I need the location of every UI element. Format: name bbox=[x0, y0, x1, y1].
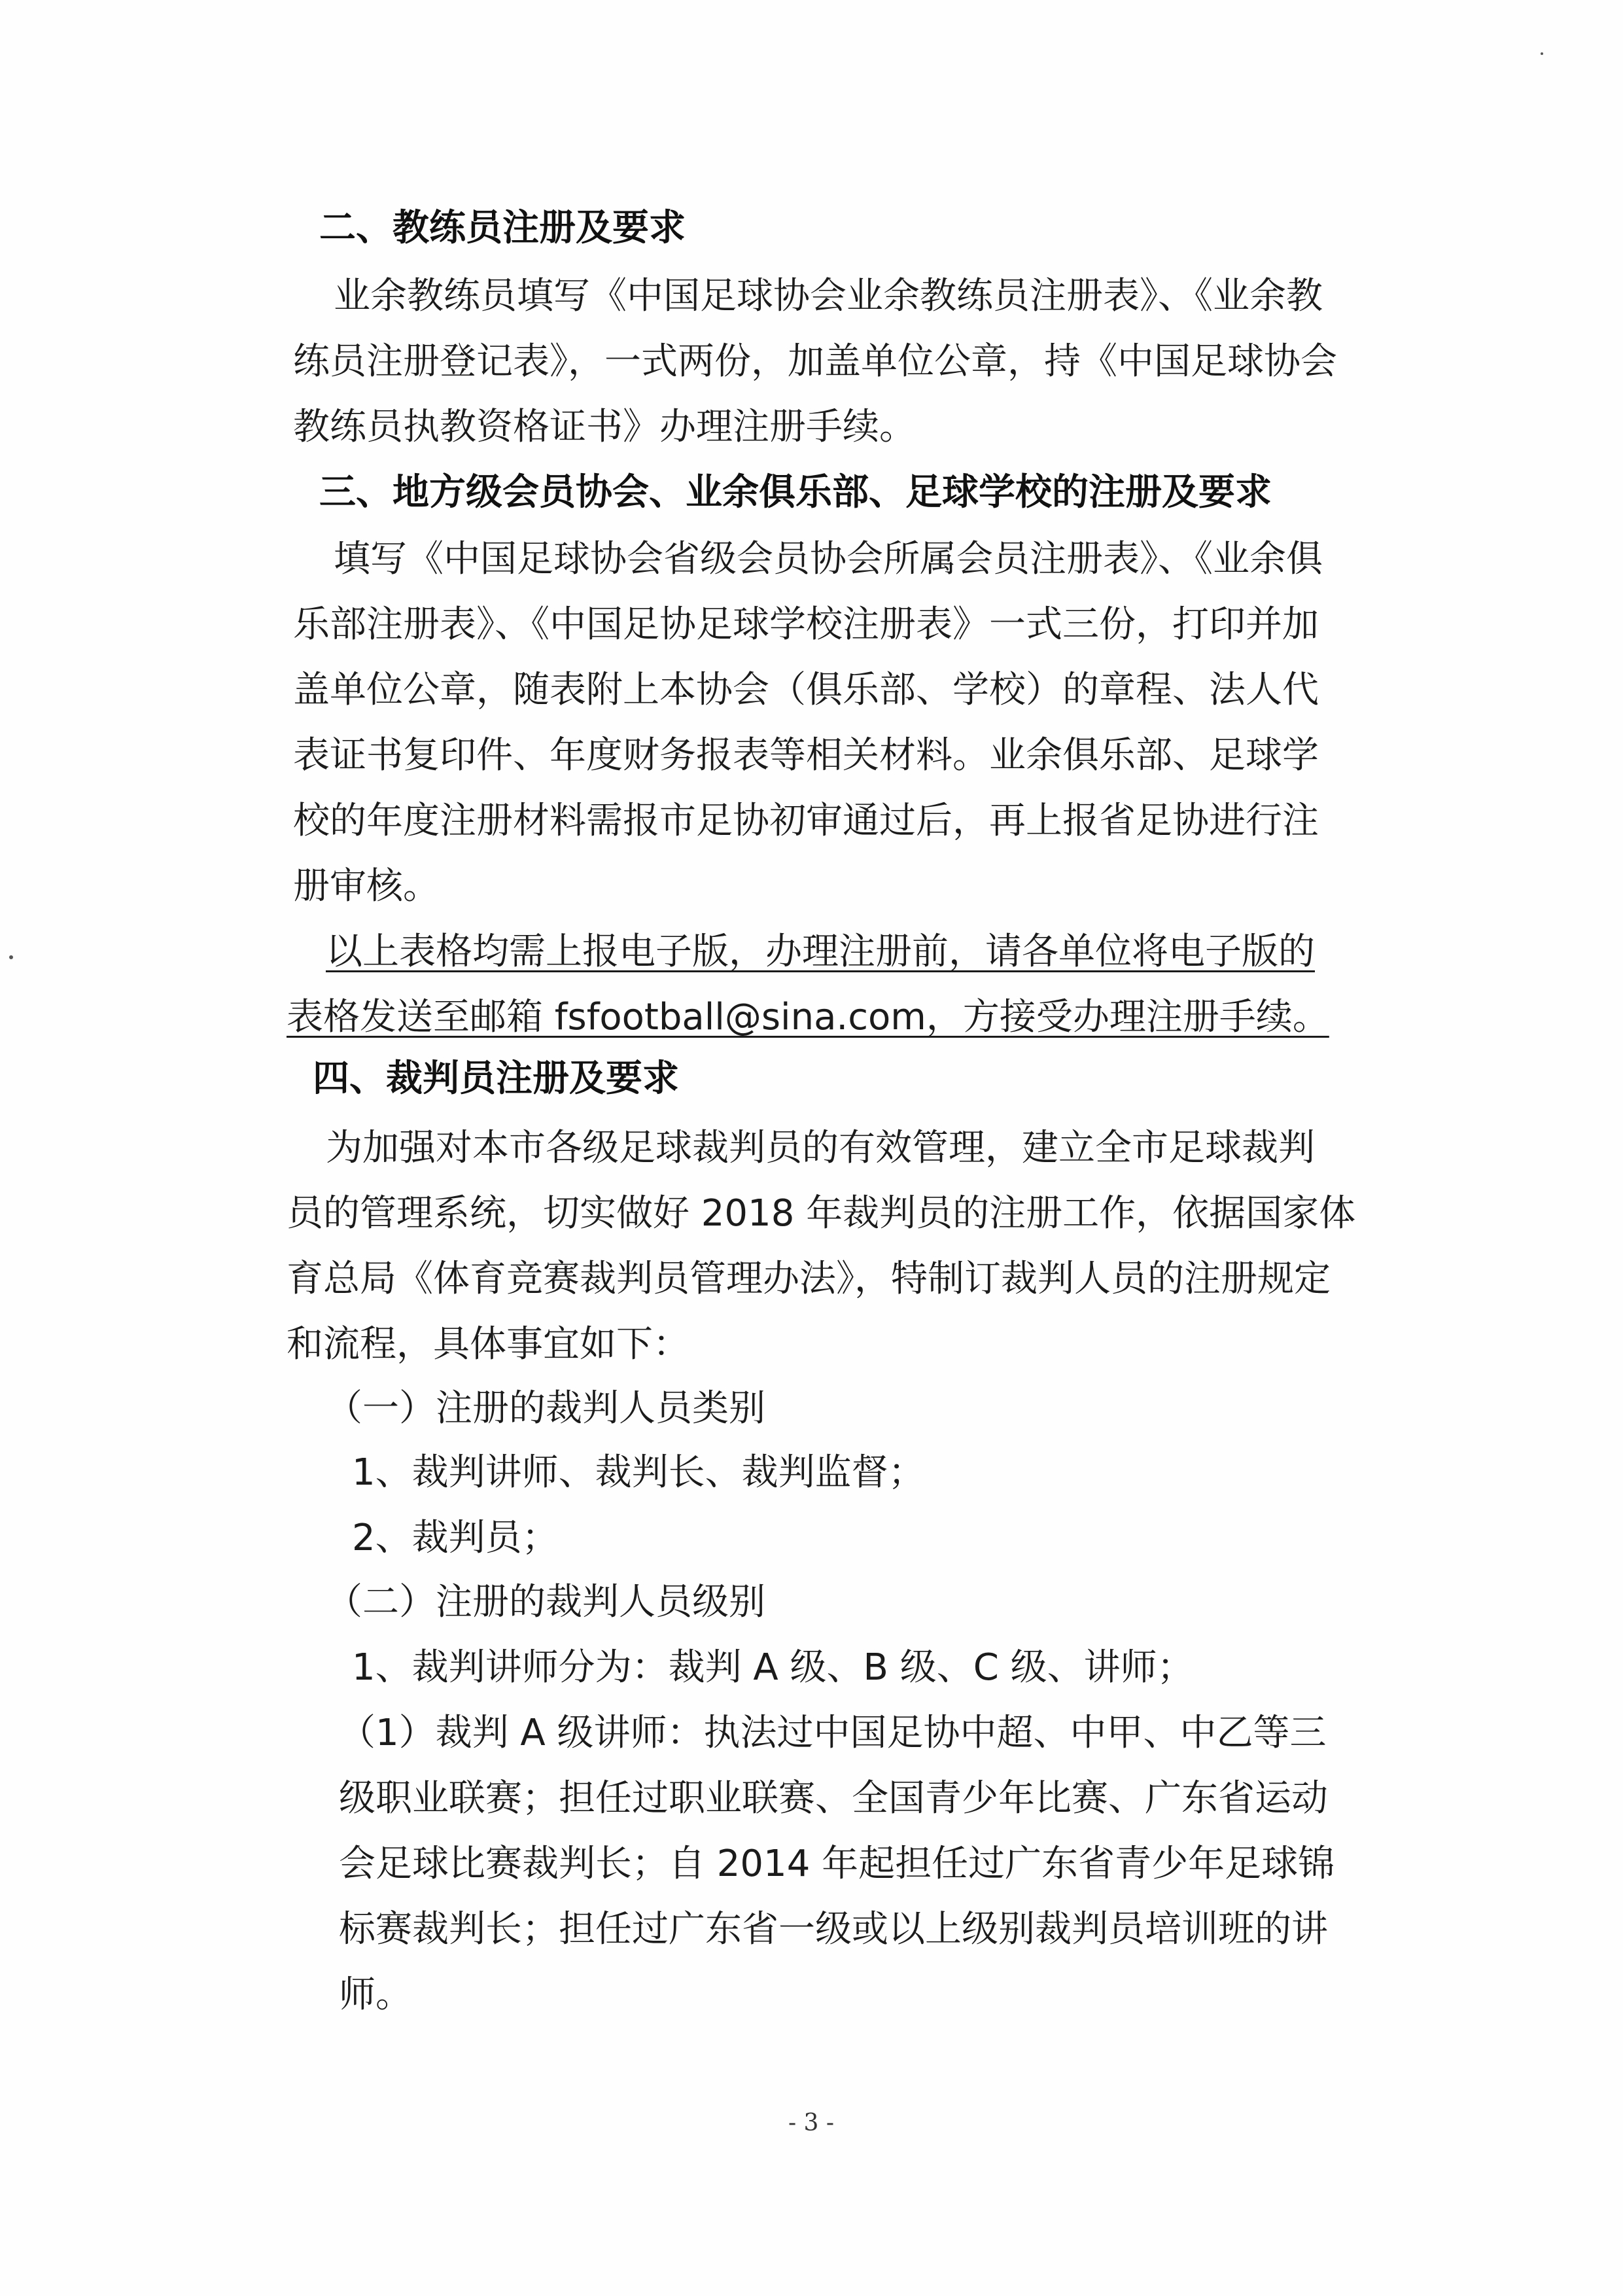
paragraph-line: 册审核。 bbox=[293, 865, 440, 908]
paragraph-line: 为加强对本市各级足球裁判员的有效管理，建立全市足球裁判 bbox=[326, 1127, 1315, 1169]
section-heading-club-registration: 三、地方级会员协会、业余俱乐部、足球学校的注册及要求 bbox=[319, 471, 1272, 514]
paragraph-line: 标赛裁判长；担任过广东省一级或以上级别裁判员培训班的讲 bbox=[339, 1908, 1328, 1951]
paragraph-line: 会足球比赛裁判长；自 2014 年起担任过广东省青少年足球锦 bbox=[339, 1843, 1335, 1885]
list-item: 2、裁判员； bbox=[352, 1517, 559, 1559]
scan-speck bbox=[1541, 52, 1543, 55]
section-heading-referee-registration: 四、裁判员注册及要求 bbox=[313, 1057, 679, 1100]
paragraph-line: 表证书复印件、年度财务报表等相关材料。业余俱乐部、足球学 bbox=[293, 734, 1319, 777]
paragraph-line: 育总局《体育竞赛裁判员管理办法》，特制订裁判人员的注册规定 bbox=[287, 1258, 1331, 1300]
page-number: - 3 - bbox=[788, 2110, 835, 2136]
paragraph-line: 盖单位公章，随表附上本协会（俱乐部、学校）的章程、法人代 bbox=[293, 669, 1319, 711]
paragraph-line: 师。 bbox=[339, 1973, 412, 2016]
paragraph-line: （1）裁判 A 级讲师：执法过中国足协中超、中甲、中乙等三 bbox=[339, 1712, 1327, 1754]
paragraph-line: 练员注册登记表》，一式两份，加盖单位公章，持《中国足球协会 bbox=[293, 340, 1337, 383]
underlined-notice-line: 以上表格均需上报电子版，办理注册前，请各单位将电子版的 bbox=[326, 930, 1315, 973]
paragraph-line: 教练员执教资格证书》办理注册手续。 bbox=[293, 406, 916, 448]
paragraph-line: 员的管理系统，切实做好 2018 年裁判员的注册工作，依据国家体 bbox=[287, 1192, 1356, 1235]
paragraph-line: 级职业联赛；担任过职业联赛、全国青少年比赛、广东省运动 bbox=[339, 1777, 1328, 1820]
section-heading-coach-registration: 二、教练员注册及要求 bbox=[319, 207, 686, 249]
paragraph-line: 乐部注册表》、《中国足协足球学校注册表》一式三份，打印并加 bbox=[293, 603, 1319, 646]
list-item: 1、裁判讲师分为：裁判 A 级、B 级、C 级、讲师； bbox=[352, 1646, 1194, 1689]
paragraph-line: 校的年度注册材料需报市足协初审通过后，再上报省足协进行注 bbox=[293, 800, 1319, 842]
paragraph-line: 和流程，具体事宜如下： bbox=[287, 1323, 689, 1366]
subsection-heading: （一）注册的裁判人员类别 bbox=[326, 1387, 765, 1430]
paragraph-line: 业余教练员填写《中国足球协会业余教练员注册表》、《业余教 bbox=[334, 275, 1323, 317]
list-item: 1、裁判讲师、裁判长、裁判监督； bbox=[352, 1451, 925, 1494]
paragraph-line: 填写《中国足球协会省级会员协会所属会员注册表》、《业余俱 bbox=[334, 538, 1323, 580]
underlined-notice-email-line: 表格发送至邮箱 fsfootball@sina.com，方接受办理注册手续。 bbox=[287, 996, 1329, 1038]
subsection-heading: （二）注册的裁判人员级别 bbox=[326, 1581, 765, 1623]
scan-speck bbox=[9, 955, 13, 959]
